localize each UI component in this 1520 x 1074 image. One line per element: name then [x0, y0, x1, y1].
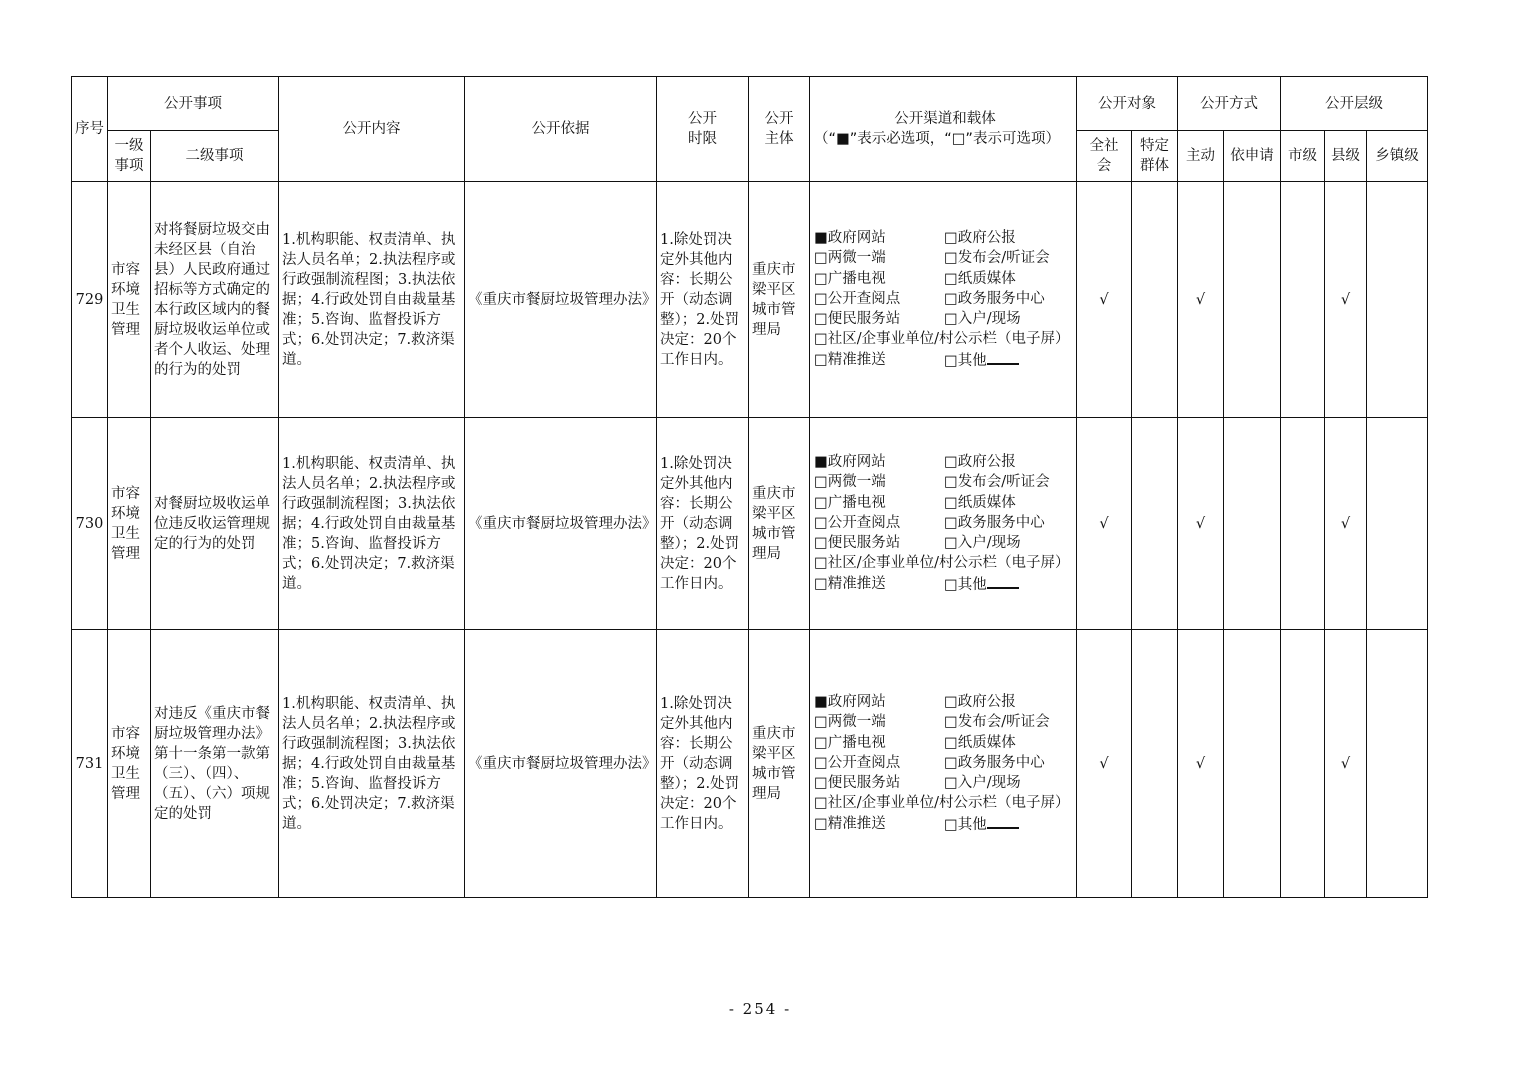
channel-household-onsite: □入户/现场: [944, 311, 1021, 328]
channel-broadcast-tv: □广播电视: [814, 270, 886, 287]
row-channels: [810, 630, 1077, 898]
other-blank-underline: [987, 574, 1019, 589]
channel-gov-website: ■政府网站: [814, 453, 886, 470]
channel-service-center: □政务服务中心: [944, 290, 1045, 307]
header-subject: 公开主体: [749, 77, 810, 182]
channel-household-onsite: □入户/现场: [944, 535, 1021, 552]
channel-precise-push: □精准推送: [814, 815, 886, 832]
header-time-limit: 公开时限: [657, 77, 749, 182]
channel-print-media: □纸质媒体: [944, 734, 1016, 751]
row-method-request: [1224, 418, 1281, 630]
row-content: 1.机构职能、权责清单、执法人员名单；2.执法程序或行政强制流程图；3.执法依据；4.行政处罚自由裁量基准；5.咨询、监督投诉方式；6.处罚决定；7.救济渠道。: [279, 182, 465, 418]
row-level-county: √: [1325, 630, 1367, 898]
row-time-limit: 1.除处罚决定外其他内容：长期公开（动态调整）；2.处罚决定：20个工作日内。: [657, 630, 749, 898]
row-basis: 《重庆市餐厨垃圾管理办法》: [465, 630, 657, 898]
row-audience-all: √: [1077, 630, 1132, 898]
row-level-county: √: [1325, 182, 1367, 418]
channel-other: □其他: [944, 814, 1074, 835]
row-level-city: [1281, 418, 1325, 630]
channel-gov-gazette: □政府公报: [944, 453, 1016, 470]
row-basis: 《重庆市餐厨垃圾管理办法》: [465, 418, 657, 630]
channel-two-micro: □两微一端: [814, 250, 886, 267]
channel-service-center: □政务服务中心: [944, 754, 1045, 771]
header-content: 公开内容: [279, 77, 465, 182]
other-blank-underline: [987, 350, 1019, 365]
row-audience-all: √: [1077, 182, 1132, 418]
row-level2: 对违反《重庆市餐厨垃圾管理办法》第十一条第一款第（三）、（四）、（五）、（六）项规定的处罚: [151, 630, 279, 898]
channel-convenience-station: □便民服务站: [814, 535, 901, 552]
header-audience-group: 特定群体: [1132, 131, 1178, 182]
channel-broadcast-tv: □广播电视: [814, 734, 886, 751]
channel-reading-point: □公开查阅点: [814, 514, 901, 531]
channel-broadcast-tv: □广播电视: [814, 494, 886, 511]
channel-gov-website: ■政府网站: [814, 229, 886, 246]
channel-gov-gazette: □政府公报: [944, 229, 1016, 246]
channel-press-hearing: □发布会/听证会: [944, 250, 1050, 267]
channel-print-media: □纸质媒体: [944, 270, 1016, 287]
row-level-town: [1367, 182, 1428, 418]
channel-print-media: □纸质媒体: [944, 494, 1016, 511]
table-row: [72, 182, 1428, 418]
row-subject: 重庆市梁平区城市管理局: [749, 630, 810, 898]
header-basis: 公开依据: [465, 77, 657, 182]
row-level-city: [1281, 182, 1325, 418]
row-level1: 市容环境卫生管理: [108, 418, 151, 630]
row-audience-group: [1132, 418, 1178, 630]
row-seq: 730: [72, 418, 108, 630]
header-method: 公开方式: [1178, 77, 1281, 131]
row-method-request: [1224, 182, 1281, 418]
channel-community-board: □社区/企事业单位/村公示栏（电子屏）: [814, 331, 1070, 348]
channel-precise-push: □精准推送: [814, 351, 886, 368]
row-level-town: [1367, 418, 1428, 630]
header-level: 公开层级: [1281, 77, 1428, 131]
row-method-active: √: [1178, 630, 1224, 898]
channel-convenience-station: □便民服务站: [814, 775, 901, 792]
channel-press-hearing: □发布会/听证会: [944, 474, 1050, 491]
header-channel: [810, 77, 1077, 182]
header-level-county: 县级: [1325, 131, 1367, 182]
channel-gov-gazette: □政府公报: [944, 693, 1016, 710]
header-level2: 二级事项: [151, 131, 279, 182]
channel-press-hearing: □发布会/听证会: [944, 714, 1050, 731]
header-channel-note: （“■”表示必选项，“□”表示可选项）: [814, 131, 1060, 147]
row-content: 1.机构职能、权责清单、执法人员名单；2.执法程序或行政强制流程图；3.执法依据；4.行政处罚自由裁量基准；5.咨询、监督投诉方式；6.处罚决定；7.救济渠道。: [279, 418, 465, 630]
row-channels: [810, 182, 1077, 418]
channel-other: □其他: [944, 350, 1074, 371]
row-level1: 市容环境卫生管理: [108, 630, 151, 898]
row-audience-all: √: [1077, 418, 1132, 630]
header-method-request: 依申请: [1224, 131, 1281, 182]
row-subject: 重庆市梁平区城市管理局: [749, 418, 810, 630]
header-level-city: 市级: [1281, 131, 1325, 182]
row-method-request: [1224, 630, 1281, 898]
row-audience-group: [1132, 182, 1178, 418]
channel-household-onsite: □入户/现场: [944, 775, 1021, 792]
row-level2: 对餐厨垃圾收运单位违反收运管理规定的行为的处罚: [151, 418, 279, 630]
header-channel-title: 公开渠道和载体: [894, 111, 996, 127]
channel-community-board: □社区/企事业单位/村公示栏（电子屏）: [814, 555, 1070, 572]
row-time-limit: 1.除处罚决定外其他内容：长期公开（动态调整）；2.处罚决定：20个工作日内。: [657, 418, 749, 630]
row-subject: 重庆市梁平区城市管理局: [749, 182, 810, 418]
row-seq: 731: [72, 630, 108, 898]
disclosure-table: [71, 76, 1428, 898]
row-seq: 729: [72, 182, 108, 418]
header-method-active: 主动: [1178, 131, 1224, 182]
row-content: 1.机构职能、权责清单、执法人员名单；2.执法程序或行政强制流程图；3.执法依据；4.行政处罚自由裁量基准；5.咨询、监督投诉方式；6.处罚决定；7.救济渠道。: [279, 630, 465, 898]
header-seq: 序号: [72, 77, 108, 182]
other-blank-underline: [987, 814, 1019, 829]
table-row: [72, 630, 1428, 898]
channel-list: [810, 692, 1076, 835]
header-level-town: 乡镇级: [1367, 131, 1428, 182]
row-level-town: [1367, 630, 1428, 898]
row-level-city: [1281, 630, 1325, 898]
channel-precise-push: □精准推送: [814, 575, 886, 592]
row-time-limit: 1.除处罚决定外其他内容：长期公开（动态调整）；2.处罚决定：20个工作日内。: [657, 182, 749, 418]
page-number: - 254 -: [728, 1000, 792, 1018]
row-level2: 对将餐厨垃圾交由未经区县（自治县）人民政府通过招标等方式确定的本行政区域内的餐厨垃圾收运单位或者个人收运、处理的行为的处罚: [151, 182, 279, 418]
table-row: [72, 418, 1428, 630]
row-method-active: √: [1178, 418, 1224, 630]
channel-reading-point: □公开查阅点: [814, 754, 901, 771]
channel-community-board: □社区/企事业单位/村公示栏（电子屏）: [814, 795, 1070, 812]
row-level-county: √: [1325, 418, 1367, 630]
channel-two-micro: □两微一端: [814, 714, 886, 731]
channel-gov-website: ■政府网站: [814, 693, 886, 710]
channel-reading-point: □公开查阅点: [814, 290, 901, 307]
row-channels: [810, 418, 1077, 630]
header-matter: 公开事项: [108, 77, 279, 131]
row-method-active: √: [1178, 182, 1224, 418]
header-audience: 公开对象: [1077, 77, 1178, 131]
row-level1: 市容环境卫生管理: [108, 182, 151, 418]
channel-two-micro: □两微一端: [814, 474, 886, 491]
header-level1: 一级事项: [108, 131, 151, 182]
channel-service-center: □政务服务中心: [944, 514, 1045, 531]
channel-convenience-station: □便民服务站: [814, 311, 901, 328]
header-audience-all: 全社会: [1077, 131, 1132, 182]
channel-list: [810, 228, 1076, 371]
channel-other: □其他: [944, 574, 1074, 595]
channel-list: [810, 452, 1076, 595]
row-basis: 《重庆市餐厨垃圾管理办法》: [465, 182, 657, 418]
row-audience-group: [1132, 630, 1178, 898]
